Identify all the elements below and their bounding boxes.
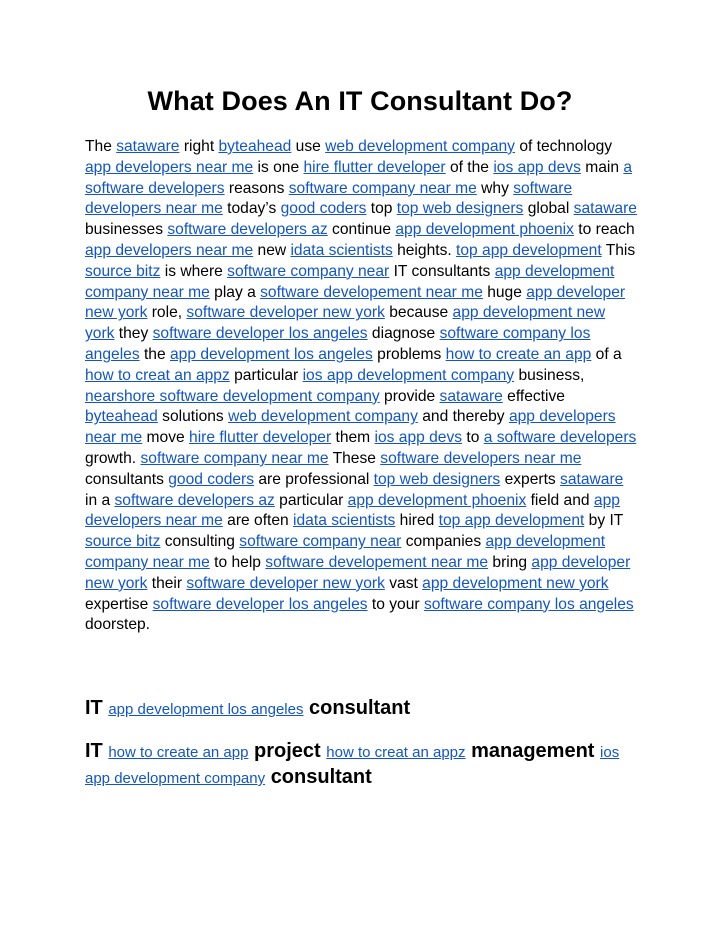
inline-link[interactable]: software company near me: [140, 449, 329, 467]
text-run: continue: [327, 221, 396, 239]
text-run: and thereby: [417, 408, 509, 426]
inline-link[interactable]: software developement near me: [260, 283, 483, 301]
page-title: What Does An IT Consultant Do?: [147, 86, 573, 116]
inline-link[interactable]: sataware: [116, 138, 180, 155]
text-run: of the: [445, 158, 494, 176]
inline-link[interactable]: software developers near me: [380, 449, 582, 467]
text-run: consultants: [85, 470, 169, 488]
subheading-2-prefix: IT: [85, 740, 103, 762]
text-run: play a: [209, 283, 261, 301]
text-run: bring: [488, 553, 532, 571]
text-run: because: [384, 304, 453, 322]
text-run: are often: [222, 512, 294, 530]
inline-link[interactable]: app development company near me: [85, 533, 606, 571]
text-run: to help: [209, 553, 266, 571]
inline-link[interactable]: sataware: [573, 200, 637, 218]
text-run: they: [114, 325, 153, 343]
text-run: solutions: [157, 408, 229, 426]
text-run: them: [331, 429, 375, 447]
subheading-2-middle-2: management: [471, 740, 595, 762]
text-run: businesses: [85, 221, 168, 239]
text-run: new: [253, 241, 291, 259]
text-run: reasons: [224, 179, 289, 197]
inline-link[interactable]: top web designers: [396, 200, 524, 218]
inline-link[interactable]: software developer new york: [186, 574, 385, 592]
inline-link[interactable]: app developers near me: [85, 158, 254, 176]
subheading-1-prefix: IT: [85, 697, 103, 719]
inline-link[interactable]: ios app devs: [493, 158, 581, 176]
text-run: diagnose: [367, 325, 440, 343]
inline-link[interactable]: ios app devs: [374, 429, 463, 447]
body-text: [85, 137, 637, 636]
subheading-2-link-2[interactable]: how to creat an appz: [326, 744, 466, 761]
inline-link[interactable]: app developers near me: [85, 491, 620, 530]
text-run: particular: [229, 366, 303, 384]
subheading-1-link[interactable]: app development los angeles: [108, 701, 304, 718]
inline-link[interactable]: how to creat an appz: [85, 366, 230, 384]
inline-link[interactable]: idata scientists: [290, 241, 393, 259]
text-run: is where: [160, 262, 228, 280]
inline-link[interactable]: software developers az: [167, 221, 328, 239]
text-run: to your: [367, 595, 424, 613]
inline-link[interactable]: software company near: [239, 533, 402, 551]
inline-link[interactable]: top app development: [456, 241, 602, 259]
text-run: field and: [526, 491, 594, 509]
text-run: of technology: [514, 138, 613, 155]
text-run: provide: [379, 387, 440, 405]
subheading-1: [85, 696, 645, 722]
text-run: their: [147, 574, 187, 592]
inline-link[interactable]: software company los angeles: [423, 595, 634, 613]
inline-link[interactable]: software company near: [227, 262, 390, 280]
text-run: to: [462, 429, 484, 447]
inline-link[interactable]: app development new york: [85, 304, 606, 343]
inline-link[interactable]: hire flutter developer: [189, 429, 332, 447]
inline-link[interactable]: byteahead: [218, 138, 292, 155]
inline-link[interactable]: software developer new york: [186, 304, 385, 322]
inline-link[interactable]: hire flutter developer: [303, 158, 446, 176]
text-run: heights.: [392, 241, 457, 259]
inline-link[interactable]: a software developers: [483, 429, 637, 447]
inline-link[interactable]: software developers az: [114, 491, 275, 509]
inline-link[interactable]: how to create an app: [445, 345, 592, 363]
inline-link[interactable]: software developers near me: [85, 179, 573, 218]
text-run: The: [85, 138, 117, 155]
text-run: top: [366, 200, 397, 218]
inline-link[interactable]: top app development: [438, 512, 585, 530]
text-run: doorstep.: [85, 616, 151, 634]
text-run: are professional: [254, 470, 374, 488]
text-run: today’s: [222, 200, 281, 218]
inline-link[interactable]: top web designers: [373, 470, 501, 488]
inline-link[interactable]: app development los angeles: [169, 345, 373, 363]
text-run: to reach: [573, 221, 635, 239]
text-run: by IT: [584, 512, 624, 530]
text-run: in a: [85, 491, 115, 509]
inline-link[interactable]: app developers near me: [85, 408, 616, 447]
inline-link[interactable]: software company near me: [288, 179, 477, 197]
text-run: experts: [500, 470, 561, 488]
inline-link[interactable]: sataware: [560, 470, 624, 488]
inline-link[interactable]: app developers near me: [85, 241, 254, 259]
text-run: move: [142, 429, 190, 447]
subheading-2-middle: project: [254, 740, 321, 762]
text-run: why: [476, 179, 514, 197]
inline-link[interactable]: app developer new york: [85, 553, 631, 592]
inline-link[interactable]: app development company near me: [85, 262, 615, 301]
text-run: of a: [591, 345, 622, 363]
text-run: effective: [502, 387, 565, 405]
text-run: huge: [482, 283, 527, 301]
text-run: consulting: [160, 533, 240, 551]
text-run: use: [291, 138, 326, 155]
text-run: companies: [401, 533, 486, 551]
text-run: growth.: [85, 449, 141, 467]
inline-link[interactable]: software developer los angeles: [152, 595, 368, 613]
inline-link[interactable]: software developer los angeles: [152, 325, 368, 343]
text-run: right: [179, 138, 219, 155]
text-run: problems: [372, 345, 446, 363]
text-run: the: [139, 345, 170, 363]
inline-link[interactable]: sataware: [439, 387, 503, 405]
inline-link[interactable]: good coders: [168, 470, 255, 488]
text-run: is one: [253, 158, 304, 176]
text-run: vast: [384, 574, 423, 592]
text-run: This: [601, 241, 636, 259]
inline-link[interactable]: source bitz: [85, 262, 161, 280]
subheading-1-suffix: consultant: [309, 697, 411, 719]
text-run: global: [523, 200, 574, 218]
subheading-2-link-1[interactable]: how to create an app: [108, 744, 249, 761]
inline-link[interactable]: app development phoenix: [395, 221, 574, 239]
text-run: hired: [395, 512, 439, 530]
inline-link[interactable]: software company los angeles: [85, 325, 591, 363]
inline-link[interactable]: source bitz: [85, 533, 161, 551]
subheading-2-link-3[interactable]: ios app development company: [85, 744, 620, 787]
inline-link[interactable]: web development company: [325, 138, 515, 155]
inline-link[interactable]: app development phoenix: [347, 491, 527, 509]
inline-link[interactable]: app developer new york: [85, 283, 626, 322]
inline-link[interactable]: good coders: [280, 200, 367, 218]
text-run: business,: [514, 366, 585, 384]
main-paragraph: [85, 137, 637, 636]
text-run: main: [580, 158, 624, 176]
text-run: IT consultants: [389, 262, 495, 280]
text-run: These: [328, 449, 381, 467]
subheading-2-suffix: consultant: [270, 766, 372, 788]
inline-link[interactable]: ios app development company: [302, 366, 515, 384]
text-run: particular: [274, 491, 348, 509]
inline-link[interactable]: byteahead: [85, 408, 158, 426]
inline-link[interactable]: idata scientists: [293, 512, 396, 530]
subheading-2: [85, 739, 645, 791]
inline-link[interactable]: nearshore software development company: [85, 387, 380, 405]
text-run: expertise: [85, 595, 153, 613]
text-run: role,: [147, 304, 187, 322]
inline-link[interactable]: app development new york: [422, 574, 609, 592]
inline-link[interactable]: software developement near me: [265, 553, 489, 571]
inline-link[interactable]: web development company: [228, 408, 418, 426]
inline-link[interactable]: a software developers: [85, 158, 633, 197]
